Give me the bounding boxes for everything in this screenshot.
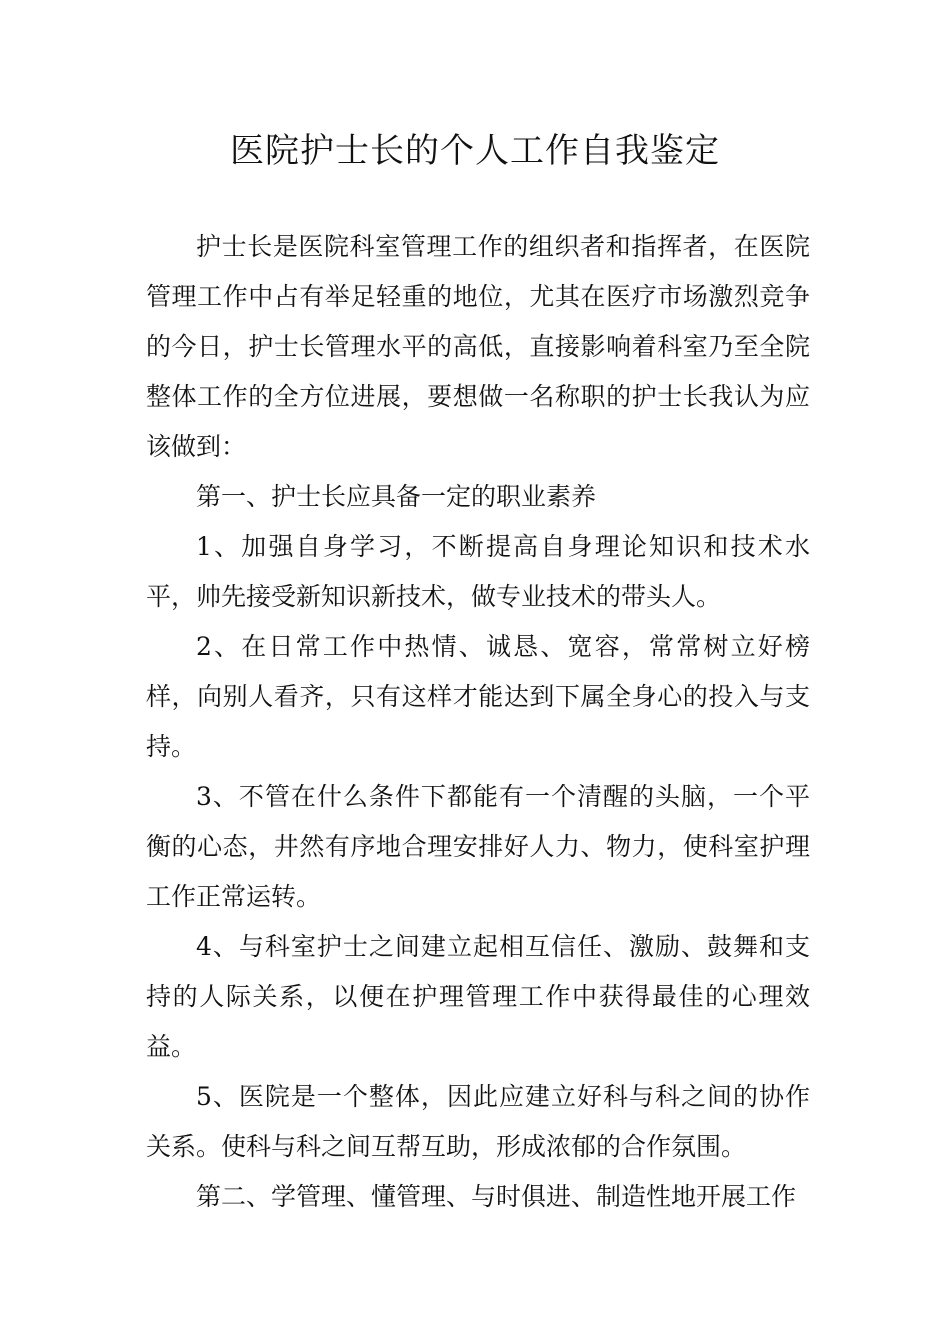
list-item: 5、医院是一个整体，因此应建立好科与科之间的协作关系。使科与科之间互帮互助，形成浓郁的合作氛围。 bbox=[146, 1082, 810, 1161]
list-item: 4、与科室护士之间建立起相互信任、激励、鼓舞和支持的人际关系，以便在护理管理工作中获得最佳的心理效益。 bbox=[146, 932, 810, 1061]
section-heading-1: 第一、护士长应具备一定的职业素养 bbox=[196, 482, 597, 511]
list-item: 3、不管在什么条件下都能有一个清醒的头脑，一个平衡的心态，井然有序地合理安排好人力、物力，使科室护理工作正常运转。 bbox=[146, 782, 810, 911]
document-body bbox=[146, 222, 810, 1222]
paragraph-intro: 护士长是医院科室管理工作的组织者和指挥者，在医院管理工作中占有举足轻重的地位，尤其在医疗市场激烈竞争的今日，护士长管理水平的高低，直接影响着科室乃至全院整体工作的全方位进展，要想做一名称职的护士长我认为应该做到： bbox=[146, 232, 810, 461]
document-title: 医院护士长的个人工作自我鉴定 bbox=[230, 131, 720, 171]
section-heading-2: 第二、学管理、懂管理、与时俱进、制造性地开展工作 bbox=[196, 1182, 797, 1211]
list-item: 1、加强自身学习，不断提高自身理论知识和技术水平，帅先接受新知识新技术，做专业技术的带头人。 bbox=[146, 532, 810, 611]
list-item: 2、在日常工作中热情、诚恳、宽容，常常树立好榜样，向别人看齐，只有这样才能达到下属全身心的投入与支持。 bbox=[146, 632, 810, 761]
